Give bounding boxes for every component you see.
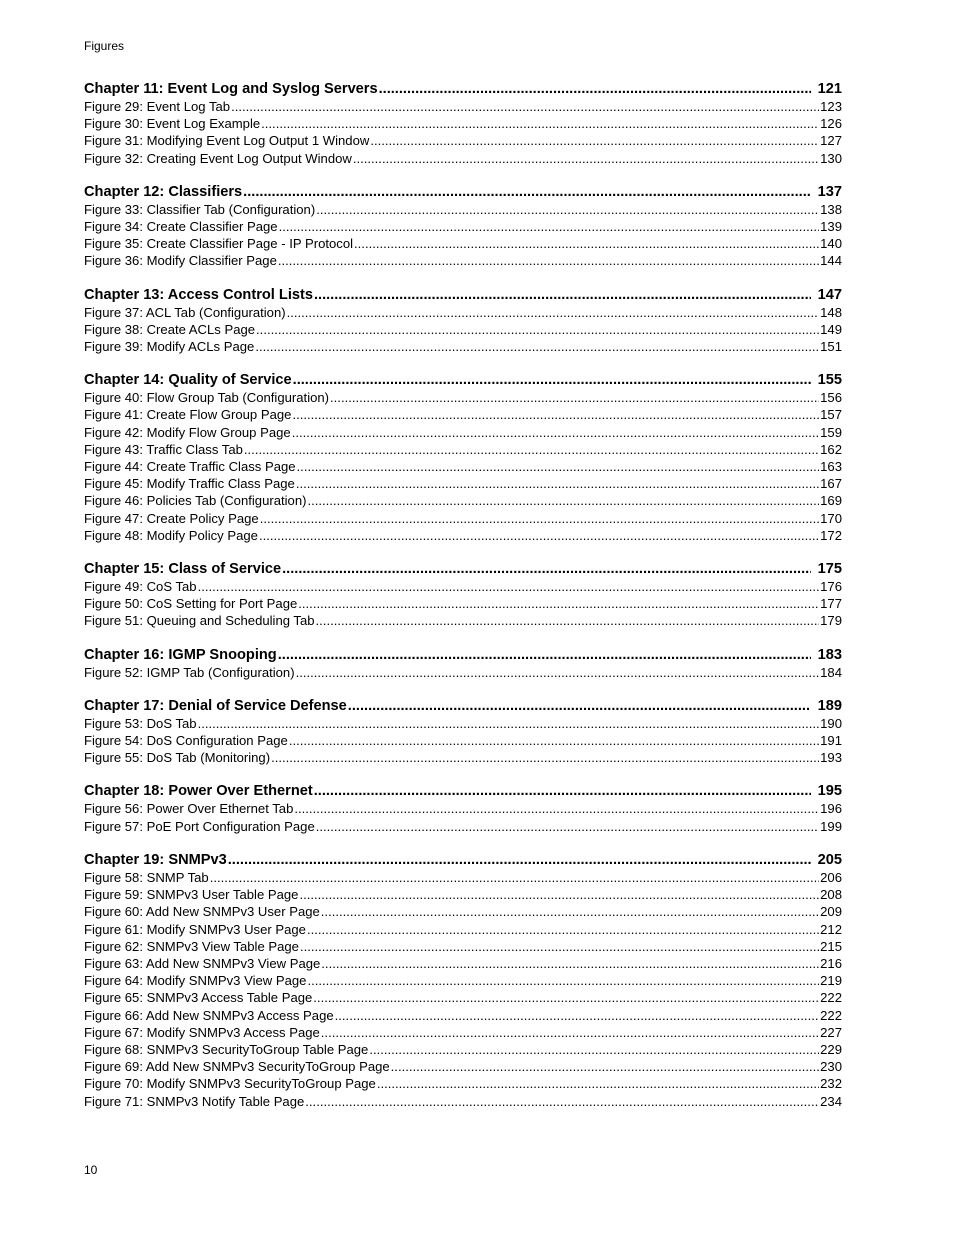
chapter-page: 175 (817, 561, 842, 578)
figure-page: 227 (820, 1024, 842, 1040)
figure-entry[interactable] (84, 955, 842, 972)
figure-page: 159 (820, 424, 842, 440)
figure-page: 162 (820, 441, 842, 457)
chapter-entry[interactable] (84, 371, 842, 389)
figure-title: Figure 30: Event Log Example (84, 116, 261, 132)
figure-entry[interactable] (84, 338, 842, 355)
chapter-entry[interactable] (84, 286, 842, 304)
figure-title: Figure 65: SNMPv3 Access Table Page (84, 990, 313, 1006)
figure-entry[interactable] (84, 252, 842, 269)
figure-title: Figure 41: Create Flow Group Page (84, 407, 292, 423)
figure-page: 163 (820, 459, 842, 475)
chapter-entry[interactable] (84, 646, 842, 664)
dot-leader (307, 921, 819, 938)
chapter-page: 155 (817, 372, 842, 389)
figure-page: 127 (820, 133, 842, 149)
dot-leader (271, 749, 819, 766)
figure-entry[interactable] (84, 1007, 842, 1024)
chapter-page: 195 (817, 783, 842, 800)
chapter-page: 205 (817, 851, 842, 868)
dot-leader (300, 938, 819, 955)
figure-page: 157 (820, 407, 842, 423)
dot-leader (210, 869, 819, 886)
figure-entry[interactable] (84, 800, 842, 817)
figure-title: Figure 50: CoS Setting for Port Page (84, 596, 298, 612)
dot-leader (348, 697, 811, 715)
chapter-block (84, 646, 842, 681)
figure-entry[interactable] (84, 424, 842, 441)
figure-page: 199 (820, 818, 842, 834)
figure-title: Figure 42: Modify Flow Group Page (84, 424, 291, 440)
figure-page: 170 (820, 510, 842, 526)
figure-entry[interactable] (84, 115, 842, 132)
figure-entry[interactable] (84, 612, 842, 629)
dot-leader (279, 218, 820, 235)
figure-entry[interactable] (84, 510, 842, 527)
figure-title: Figure 51: Queuing and Scheduling Tab (84, 613, 315, 629)
figure-entry[interactable] (84, 595, 842, 612)
figure-title: Figure 45: Modify Traffic Class Page (84, 476, 295, 492)
dot-leader (256, 321, 819, 338)
figure-entry[interactable] (84, 527, 842, 544)
figure-page: 126 (820, 116, 842, 132)
figure-entry[interactable] (84, 869, 842, 886)
figure-entry[interactable] (84, 972, 842, 989)
figure-page: 179 (820, 613, 842, 629)
dot-leader (316, 818, 819, 835)
chapter-title: Chapter 13: Access Control Lists (84, 286, 313, 303)
dot-leader (316, 201, 819, 218)
chapter-block (84, 782, 842, 834)
chapter-entry[interactable] (84, 697, 842, 715)
dot-leader (391, 1058, 819, 1075)
figure-title: Figure 47: Create Policy Page (84, 510, 259, 526)
figure-page: 177 (820, 596, 842, 612)
figure-page: 234 (820, 1093, 842, 1109)
dot-leader (316, 612, 820, 629)
figure-title: Figure 34: Create Classifier Page (84, 219, 278, 235)
chapter-title: Chapter 11: Event Log and Syslog Servers (84, 81, 378, 97)
figure-entry[interactable] (84, 1024, 842, 1041)
figure-page: 139 (820, 219, 842, 235)
chapter-entry[interactable] (84, 782, 842, 800)
dot-leader (259, 527, 819, 544)
dot-leader (321, 955, 819, 972)
dot-leader (379, 80, 811, 98)
figure-page: 216 (820, 955, 842, 971)
figure-title: Figure 52: IGMP Tab (Configuration) (84, 664, 295, 680)
chapter-page: 183 (817, 646, 842, 663)
dot-leader (255, 338, 819, 355)
figure-entry[interactable] (84, 664, 842, 681)
dot-leader (377, 1075, 819, 1092)
figure-title: Figure 40: Flow Group Tab (Configuration) (84, 390, 330, 406)
figure-page: 222 (820, 1007, 842, 1023)
figure-page: 196 (820, 801, 842, 817)
figure-title: Figure 36: Modify Classifier Page (84, 253, 277, 269)
figure-title: Figure 43: Traffic Class Tab (84, 441, 243, 457)
figure-title: Figure 66: Add New SNMPv3 Access Page (84, 1007, 334, 1023)
chapter-title: Chapter 17: Denial of Service Defense (84, 697, 347, 714)
figure-title: Figure 61: Modify SNMPv3 User Page (84, 921, 306, 937)
dot-leader (307, 492, 819, 509)
dot-leader (313, 989, 819, 1006)
figure-title: Figure 54: DoS Configuration Page (84, 733, 288, 749)
figure-title: Figure 49: CoS Tab (84, 579, 197, 595)
dot-leader (321, 903, 819, 920)
figure-entry[interactable] (84, 475, 842, 492)
figure-title: Figure 70: Modify SNMPv3 SecurityToGroup Page (84, 1076, 376, 1092)
figure-page: 190 (820, 715, 842, 731)
dot-leader (353, 150, 819, 167)
dot-leader (228, 851, 811, 869)
figure-title: Figure 68: SNMPv3 SecurityToGroup Table Page (84, 1041, 369, 1057)
chapter-title: Chapter 18: Power Over Ethernet (84, 783, 313, 800)
dot-leader (198, 578, 820, 595)
figure-page: 123 (820, 99, 842, 114)
chapter-title: Chapter 16: IGMP Snooping (84, 646, 277, 663)
figure-entry[interactable] (84, 1041, 842, 1058)
chapter-title: Chapter 15: Class of Service (84, 561, 282, 578)
figure-page: 230 (820, 1059, 842, 1075)
figure-entry[interactable] (84, 304, 842, 321)
figure-entry[interactable] (84, 441, 842, 458)
figure-page: 167 (820, 476, 842, 492)
figure-entry[interactable] (84, 98, 842, 115)
dot-leader (282, 560, 811, 578)
figure-page: 169 (820, 493, 842, 509)
figure-title: Figure 31: Modifying Event Log Output 1 Window (84, 133, 370, 149)
chapter-entry[interactable] (84, 851, 842, 869)
figure-title: Figure 48: Modify Policy Page (84, 527, 258, 543)
figure-title: Figure 56: Power Over Ethernet Tab (84, 801, 294, 817)
dot-leader (260, 510, 819, 527)
figure-title: Figure 60: Add New SNMPv3 User Page (84, 904, 320, 920)
chapter-entry[interactable] (84, 183, 842, 201)
figure-title: Figure 53: DoS Tab (84, 715, 197, 731)
figure-page: 172 (820, 527, 842, 543)
dot-leader (297, 458, 820, 475)
dot-leader (314, 782, 811, 800)
figure-title: Figure 33: Classifier Tab (Configuration) (84, 201, 316, 217)
figure-entry[interactable] (84, 389, 842, 406)
dot-leader (354, 235, 819, 252)
figure-title: Figure 32: Creating Event Log Output Window (84, 150, 352, 166)
dot-leader (294, 800, 819, 817)
figure-title: Figure 57: PoE Port Configuration Page (84, 818, 315, 834)
running-header: Figures (84, 39, 125, 53)
dot-leader (278, 252, 819, 269)
chapter-page: 121 (817, 81, 842, 97)
figure-entry[interactable] (84, 818, 842, 835)
dot-leader (307, 972, 819, 989)
figure-entry[interactable] (84, 492, 842, 509)
figure-entry[interactable] (84, 235, 842, 252)
figure-page: 140 (820, 236, 842, 252)
figure-entry[interactable] (84, 938, 842, 955)
chapter-block (84, 697, 842, 767)
figure-title: Figure 38: Create ACLs Page (84, 321, 256, 337)
figure-entry[interactable] (84, 578, 842, 595)
figure-title: Figure 46: Policies Tab (Configuration) (84, 493, 307, 509)
dot-leader (369, 1041, 819, 1058)
figure-entry[interactable] (84, 218, 842, 235)
figure-page: 209 (820, 904, 842, 920)
dot-leader (305, 1093, 819, 1110)
figure-page: 191 (820, 733, 842, 749)
figure-title: Figure 71: SNMPv3 Notify Table Page (84, 1093, 305, 1109)
dot-leader (299, 886, 819, 903)
figure-page: 219 (820, 973, 842, 989)
figure-page: 184 (820, 664, 842, 680)
dot-leader (243, 183, 810, 201)
figure-page: 193 (820, 750, 842, 766)
figure-page: 229 (820, 1041, 842, 1057)
figure-entry[interactable] (84, 150, 842, 167)
chapter-block (84, 286, 842, 356)
page-number: 10 (84, 1163, 98, 1177)
figure-page: 149 (820, 321, 842, 337)
chapter-page: 147 (817, 286, 842, 303)
figure-page: 151 (820, 339, 842, 355)
figure-page: 138 (820, 201, 842, 217)
figure-entry[interactable] (84, 406, 842, 423)
figure-entry[interactable] (84, 132, 842, 149)
figure-title: Figure 63: Add New SNMPv3 View Page (84, 955, 321, 971)
figure-title: Figure 29: Event Log Tab (84, 99, 231, 114)
figure-page: 176 (820, 579, 842, 595)
dot-leader (261, 115, 819, 132)
dot-leader (231, 98, 819, 115)
figure-entry[interactable] (84, 1075, 842, 1092)
figure-page: 144 (820, 253, 842, 269)
chapter-block (84, 851, 842, 1110)
figure-entry[interactable] (84, 749, 842, 766)
figure-title: Figure 39: Modify ACLs Page (84, 339, 255, 355)
chapter-entry[interactable] (84, 80, 842, 98)
chapter-title: Chapter 14: Quality of Service (84, 372, 292, 389)
figure-entry[interactable] (84, 732, 842, 749)
chapter-entry[interactable] (84, 560, 842, 578)
dot-leader (287, 304, 820, 321)
figure-page: 156 (820, 390, 842, 406)
dot-leader (292, 406, 819, 423)
chapter-block (84, 371, 842, 544)
dot-leader (293, 371, 811, 389)
figure-entry[interactable] (84, 903, 842, 920)
dot-leader (292, 424, 819, 441)
figure-title: Figure 62: SNMPv3 View Table Page (84, 938, 299, 954)
figure-entry[interactable] (84, 921, 842, 938)
figure-title: Figure 55: DoS Tab (Monitoring) (84, 750, 271, 766)
figure-page: 130 (820, 150, 842, 166)
chapter-block (84, 183, 842, 270)
dot-leader (198, 715, 820, 732)
figure-title: Figure 64: Modify SNMPv3 View Page (84, 973, 307, 989)
dot-leader (298, 595, 819, 612)
chapter-page: 189 (817, 697, 842, 714)
figure-page: 208 (820, 887, 842, 903)
dot-leader (370, 132, 819, 149)
dot-leader (330, 389, 819, 406)
figure-entry[interactable] (84, 1058, 842, 1075)
figure-title: Figure 37: ACL Tab (Configuration) (84, 304, 286, 320)
figure-title: Figure 35: Create Classifier Page - IP Protocol (84, 236, 354, 252)
list-of-figures (84, 80, 842, 1126)
figure-page: 148 (820, 304, 842, 320)
figure-entry[interactable] (84, 886, 842, 903)
chapter-block (84, 560, 842, 630)
figure-title: Figure 44: Create Traffic Class Page (84, 459, 296, 475)
dot-leader (289, 732, 819, 749)
figure-entry[interactable] (84, 321, 842, 338)
figure-title: Figure 59: SNMPv3 User Table Page (84, 887, 299, 903)
figure-page: 222 (820, 990, 842, 1006)
figure-title: Figure 58: SNMP Tab (84, 869, 209, 885)
figure-entry[interactable] (84, 1093, 842, 1110)
dot-leader (278, 646, 811, 664)
dot-leader (335, 1007, 820, 1024)
figure-page: 215 (820, 938, 842, 954)
dot-leader (244, 441, 819, 458)
chapter-block (84, 80, 842, 167)
figure-page: 206 (820, 869, 842, 885)
figure-page: 212 (820, 921, 842, 937)
dot-leader (321, 1024, 819, 1041)
figure-title: Figure 69: Add New SNMPv3 SecurityToGroup Page (84, 1059, 390, 1075)
dot-leader (314, 286, 811, 304)
figure-entry[interactable] (84, 715, 842, 732)
figure-entry[interactable] (84, 458, 842, 475)
dot-leader (296, 664, 820, 681)
chapter-title: Chapter 19: SNMPv3 (84, 851, 227, 868)
figure-entry[interactable] (84, 989, 842, 1006)
chapter-title: Chapter 12: Classifiers (84, 183, 243, 200)
figure-title: Figure 67: Modify SNMPv3 Access Page (84, 1024, 320, 1040)
dot-leader (296, 475, 819, 492)
figure-entry[interactable] (84, 201, 842, 218)
chapter-page: 137 (817, 183, 842, 200)
figure-page: 232 (820, 1076, 842, 1092)
